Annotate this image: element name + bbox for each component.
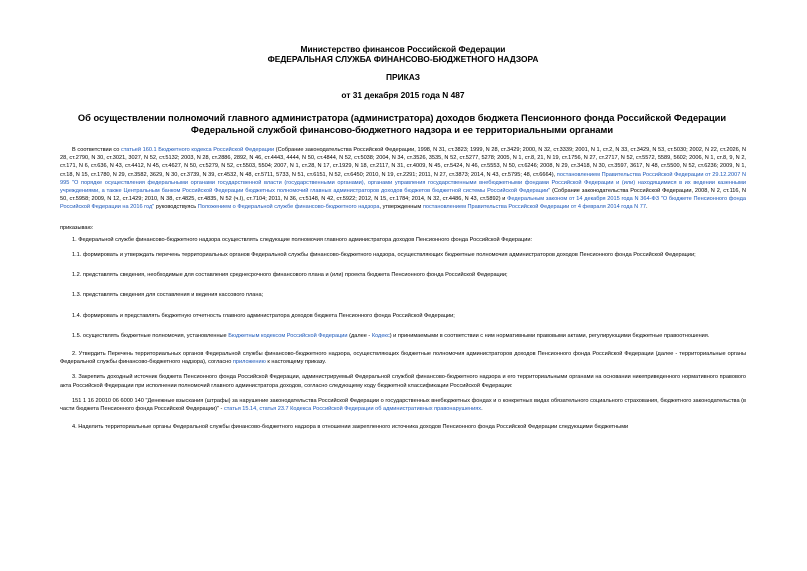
document-title: Об осуществлении полномочий главного администратора (администратора) доходов бюджета Пенсионного фонда Российской Федерации Федеральной службой финансово-бюджетного надзора и ее территориальными органами: [77, 113, 727, 135]
link-administrative-code-articles[interactable]: статья 15.14, статья 23.7 Кодекса Российской Федерации об административных правонарушениях: [223, 406, 482, 413]
link-service-regulation[interactable]: Положением о Федеральной службе финансово-бюджетного надзора: [197, 204, 380, 211]
link-federal-law-364[interactable]: Федеральным законом от 14 декабря 2015 года N 364-ФЗ "О бюджете Пенсионного фонда Российской Федерации на 2016 год": [60, 196, 746, 211]
item-1-1: 1.1. формировать и утверждать перечень территориальных органов Федеральной службы финансово-бюджетного надзора, осуществляющих бюджетные полномочия администраторов доходов Пенсионного фонда Российской Федерации;: [72, 252, 696, 259]
link-government-resolution-77[interactable]: постановлением Правительства Российской Федерации от 4 февраля 2014 года N 77: [422, 204, 646, 211]
item-3: 3. Закрепить доходный источник бюджета Пенсионного фонда Российской Федерации, администрируемый Федеральной службой финансово-бюджетного надзора и его территориальными органами на основании никеприведенного нормативного правового акта Российской Федерации при исполнении полномочий главного администратора доходов, согласно следующему коду бюджетной классификации Российской Федерации:: [60, 374, 746, 389]
item-2: 2. Утвердить Перечень территориальных органов Федеральной службы финансово-бюджетного надзора, осуществляющих бюджетные полномочия администраторов доходов Пенсионного фонда Российской Федерации (далее - территориальные органы Федеральной службы финансово-бюджетного надзора), согласно приложению к настоящему приказу.: [60, 351, 746, 366]
item-1: 1. Федеральной службе финансово-бюджетного надзора осуществлять следующие полномочия главного администратора доходов Пенсионного фонда Российской Федерации:: [72, 236, 533, 243]
link-code[interactable]: Кодекс: [371, 332, 390, 339]
link-appendix[interactable]: приложению: [232, 359, 266, 366]
link-budget-code[interactable]: Бюджетным кодексом Российской Федерации: [228, 332, 348, 339]
preamble-paragraph: В соответствии со статьей 160.1 Бюджетного кодекса Российской Федерации (Собрание законодательства Российской Федерации, 1998, N 31, ст.3823; 1999, N 28, ст.3429; 2000, N 32, ст.3339; 2001, N 1, ст.2, N 33, ст.3429, N 53, ст.5030; 2002, N 22, ст.2026, N 28, ст.2790, N 30, ст.3021, 3027, N 52, ст.5132; 2003, N 28, ст.2886, 2892, N 46, ст.4443, 4444, N 50, ст.4844, N 52, ст.5038; 2004, N 34, ст.3526, 3535, N 52, ст.5277, 5278; 2005, N 1, ст.8, 21, N 19, ст.1756, N 27, ст.2717, N 52, ст.5572, 5589, 5602; 2006, N 1, ст.8, 9, N 2, ст.171, N 6, ст.636, N 43, ст.4412, N 45, ст.4627, N 50, ст.5279, N 52, ст.5503, 5504; 2007, N 1, ст.28, N 17, ст.1929, N 18, ст.2117, N 31, ст.4009, N 45, ст.5424, N 46, ст.5553, N 50, ст.6246; 2008, N 29, ст.3418, N 30, ст.3597, 3617, N 48, ст.5500, N 52, ст.6236; 2009, N 1, ст.18, N 15, ст.1780, N 29, ст.3582, 3629, N 30, ст.3739, N 39, ст.4532, N 48, ст.5711, 5733, N 51, ст.6151, N 52, ст.6450; 2010, N 19, ст.2291; 2011, N 27, ст.3873; 2014, N 43, ст.5795; 48, ст.6664), постановлением Правительства Российской Федерации от 29.12.2007 N 995 "О порядке осуществления федеральными органами государственной власти (государственными органами), органами управления государственными внебюджетными фондами Российской Федерации и (или) находящимися в их ведении казенными учреждениями, а также Центральным банком Российской Федерации бюджетных полномочий главных администраторов доходов бюджетов бюджетной системы Российской Федерации" (Собрание законодательства Российской Федерации, 2008, N 2, ст.116, N 50, ст.5958; 2009, N 12, ст.1429; 2010, N 38, ст.4825, ст.4835, N 52 (ч.I), ст.7104; 2011, N 36, ст.5148, N 42, ст.5922; 2012, N 15, ст.1784; 2014, N 32, ст.4486, N 43, ст.5892) и Федеральным законом от 14 декабря 2015 года N 364-ФЗ "О бюджете Пенсионного фонда Российской Федерации на 2016 год" руководствуясь Положением о Федеральной службе финансово-бюджетного надзора, утвержденным постановлением Правительства Российской Федерации от 4 февраля 2014 года N 77.: [60, 147, 746, 211]
item-1-5: 1.5. осуществлять бюджетные полномочия, установленные Бюджетным кодексом Российской Федерации (далее - Кодекс) и принимаемыми в соответствии с ним нормативными правовыми актами, регулирующими бюджетные правоотношения.: [72, 332, 710, 339]
item-3-budget-code: 151 1 16 20010 06 6000 140 "Денежные взыскания (штрафы) за нарушение законодательства Российской Федерации о государственных внебюджетных фондах и о конкретных видах обязательного социального страхования, бюджетного законодательства (в части бюджета Пенсионного фонда Российской Федерации)" - статья 15.14, статья 23.7 Кодекса Российской Федерации об административных правонарушениях.: [60, 397, 746, 413]
order-word: приказываю:: [60, 224, 94, 231]
item-1-2: 1.2. представлять сведения, необходимые для составления среднесрочного финансового плана и (или) проекта бюджета Пенсионного фонда Российской Федерации;: [72, 272, 508, 279]
service-name: ФЕДЕРАЛЬНАЯ СЛУЖБА ФИНАНСОВО-БЮДЖЕТНОГО НАДЗОРА: [267, 54, 539, 64]
document-page: [60, 44, 746, 431]
document-date-number: от 31 декабря 2015 года N 487: [341, 90, 465, 100]
link-budget-code-article[interactable]: статьей 160.1 Бюджетного кодекса Российской Федерации: [121, 147, 275, 153]
ministry-name: Министерство финансов Российской Федерации: [300, 44, 506, 54]
document-type: ПРИКАЗ: [385, 72, 421, 82]
item-1-4: 1.4. формировать и представлять бюджетную отчетность главного администратора доходов бюджета Пенсионного фонда Российской Федерации;: [72, 312, 455, 319]
link-government-resolution-995[interactable]: постановлением Правительства Российской Федерации от 29.12.2007 N 995 "О порядке осуществления федеральными органами государственной власти (государственными органами), органами управления государственными внебюджетными фондами Российской Федерации и (или) находящимися в их ведении казенными учреждениями, а также Центральным банком Российской Федерации бюджетных полномочий главных администраторов доходов бюджетов бюджетной системы Российской Федерации": [60, 171, 746, 195]
item-4: 4. Наделить территориальные органы Федеральной службы финансово-бюджетного надзора в отношении закрепленного источника доходов Пенсионного фонда Российской Федерации следующими бюджетными: [72, 424, 629, 431]
item-1-3: 1.3. представлять сведения для составления и ведения кассового плана;: [72, 292, 264, 299]
